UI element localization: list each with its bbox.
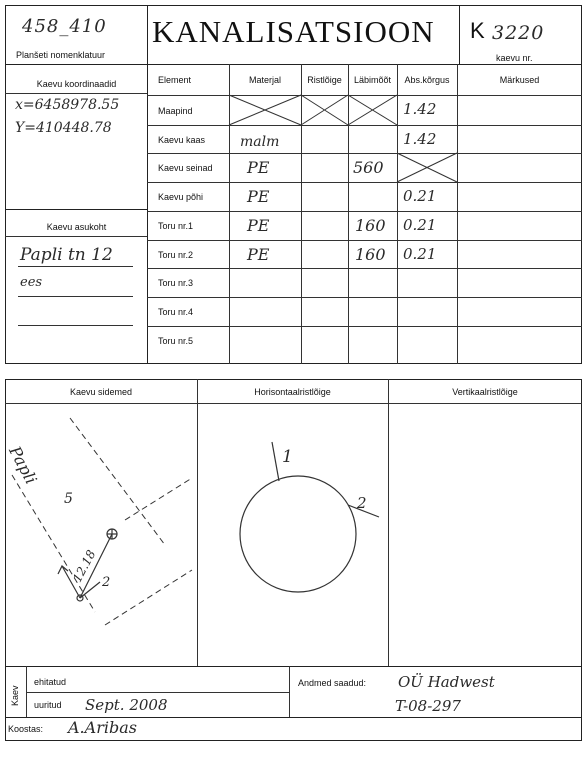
- row-element: Toru nr.4: [158, 307, 194, 317]
- footer-divider: [289, 666, 290, 718]
- well-number: 3220: [492, 22, 545, 44]
- source-value-1: OÜ Hadwest: [398, 673, 495, 691]
- cell-material: PE: [247, 245, 270, 264]
- built-label: ehitatud: [34, 677, 67, 687]
- sketch-pipe-2-label: 2: [102, 575, 111, 590]
- cell-diameter: 160: [355, 216, 386, 235]
- sheet-label: Planšeti nomenklatuur: [16, 50, 106, 60]
- row-element: Toru nr.1: [158, 221, 194, 231]
- source-label: Andmed saadud:: [298, 678, 367, 688]
- row-element: Kaevu seinad: [158, 163, 213, 173]
- well-prefix: K: [470, 18, 485, 43]
- pipe-1-label: 1: [282, 447, 293, 467]
- surveyed-label: uuritud: [34, 700, 62, 710]
- sheet-number: 458_410: [22, 16, 107, 37]
- sketch-distance: 12.18: [70, 547, 99, 585]
- coordinate-y: Y=410448.78: [15, 120, 112, 136]
- well-label: kaevu nr.: [496, 53, 533, 63]
- cell-height: 1.42: [403, 130, 437, 148]
- pipe-1-line: [272, 442, 279, 481]
- sketch-house-number: 5: [64, 491, 73, 507]
- cell-material: PE: [247, 216, 270, 235]
- header-section: Ristlõige: [307, 75, 342, 85]
- connections-label: Kaevu sidemed: [69, 387, 133, 397]
- source-value-2: T-08-297: [395, 697, 461, 715]
- header-material: Materjal: [248, 75, 281, 85]
- row-element: Maapind: [158, 106, 193, 116]
- page-title: KANALISATSIOON: [152, 14, 435, 49]
- surveyed-value: Sept. 2008: [85, 696, 168, 714]
- footer-side-label: Kaev: [10, 685, 20, 706]
- coordinates-label: Kaevu koordinaadid: [36, 79, 117, 89]
- well-circle: [240, 476, 356, 592]
- coordinate-x: x=6458978.55: [15, 97, 120, 113]
- row-element: Toru nr.2: [158, 250, 194, 260]
- sketch-street-label: Papli: [5, 443, 41, 488]
- cell-height: 1.42: [403, 100, 437, 118]
- cell-material: PE: [247, 158, 270, 177]
- location-label: Kaevu asukoht: [46, 222, 107, 232]
- cell-material: malm: [240, 134, 280, 150]
- header-element: Element: [158, 75, 192, 85]
- compiled-label: Koostas:: [8, 724, 44, 734]
- header-notes: Märkused: [499, 75, 540, 85]
- cell-height: 0.21: [403, 187, 437, 205]
- cell-height: 0.21: [403, 245, 437, 263]
- location-line-2: ees: [20, 275, 43, 290]
- cell-diameter: 560: [353, 158, 384, 177]
- horizontal-section-label: Horisontaalristlõige: [254, 387, 331, 397]
- footer-row-divider: [26, 692, 289, 693]
- header-height: Abs.kõrgus: [404, 75, 450, 85]
- row-element: Kaevu põhi: [158, 192, 204, 202]
- row-element: Kaevu kaas: [158, 135, 206, 145]
- row-element: Toru nr.3: [158, 278, 194, 288]
- cell-height: 0.21: [403, 216, 437, 234]
- compiled-value: A.Aribas: [68, 718, 137, 737]
- row-element: Toru nr.5: [158, 336, 194, 346]
- cell-diameter: 160: [355, 245, 386, 264]
- vertical-section-label: Vertikaalristlõige: [452, 387, 518, 397]
- pipe-2-label: 2: [357, 494, 367, 512]
- cell-material: PE: [247, 187, 270, 206]
- header-diameter: Läbimõõt: [353, 75, 392, 85]
- location-line-1: Papli tn 12: [20, 245, 113, 265]
